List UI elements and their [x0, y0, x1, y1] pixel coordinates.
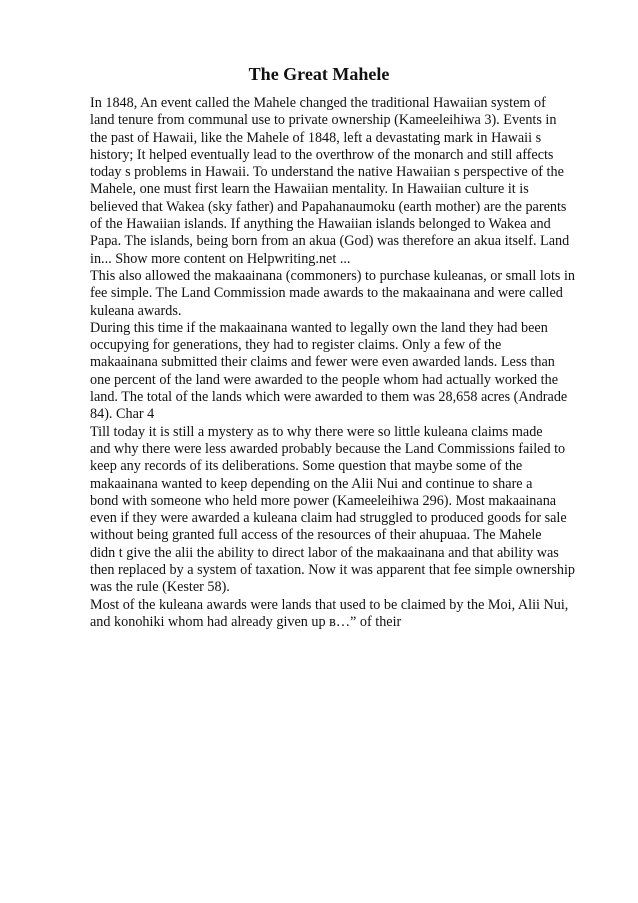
text-line: makaainana wanted to keep depending on the Alii Nui and continue to share a	[90, 475, 533, 492]
show-more-line[interactable]: in... Show more content on Helpwriting.net ...	[90, 250, 351, 267]
text-line: didn t give the alii the ability to direct labor of the makaainana and that ability was	[90, 544, 559, 561]
text-line: even if they were awarded a kuleana claim had struggled to produced goods for sale	[90, 510, 567, 527]
text-line: Mahele, one must first learn the Hawaiian mentality. In Hawaiian culture it is	[90, 181, 529, 198]
text-line: During this time if the makaainana wanted to legally own the land they had been	[90, 319, 548, 336]
text-line: land tenure from communal use to private ownership (Kameeleihiwa 3). Events in	[90, 112, 557, 129]
text-line: was the rule (Kester 58).	[90, 579, 230, 596]
document-body	[90, 95, 610, 631]
text-line: the past of Hawaii, like the Mahele of 1848, left a devastating mark in Hawaii s	[90, 129, 542, 146]
text-line: 84). Char 4	[90, 406, 155, 423]
text-line: Papa. The islands, being born from an akua (God) was therefore an akua itself. Land	[90, 233, 570, 250]
text-line: Till today it is still a mystery as to why there were so little kuleana claims made	[90, 423, 543, 440]
text-line: history; It helped eventually lead to the overthrow of the monarch and still affects	[90, 146, 554, 163]
text-line: keep any records of its deliberations. Some question that maybe some of the	[90, 458, 523, 475]
text-line: In 1848, An event called the Mahele changed the traditional Hawaiian system of	[90, 95, 546, 111]
text-line: and konohiki whom had already given up в…” of their	[90, 613, 402, 630]
text-line: bond with someone who held more power (Kameeleihiwa 296). Most makaainana	[90, 492, 557, 509]
text-line: one percent of the land were awarded to the people whom had actually worked the	[90, 371, 559, 388]
text-line: of the Hawaiian islands. If anything the Hawaiian islands belonged to Wakea and	[90, 216, 551, 233]
text-line: without being granted full access of the resources of their ahupuaa. The Mahele	[90, 527, 542, 544]
text-line: land. The total of the lands which were awarded to them was 28,658 acres (Andrade	[90, 389, 568, 406]
text-line: then replaced by a system of taxation. Now it was apparent that fee simple ownership	[90, 562, 575, 579]
text-line: makaainana submitted their claims and fewer were even awarded lands. Less than	[90, 354, 555, 371]
text-line: today s problems in Hawaii. To understand the native Hawaiian s perspective of the	[90, 164, 564, 181]
text-line: occupying for generations, they had to register claims. Only a few of the	[90, 337, 502, 354]
text-line: This also allowed the makaainana (commoners) to purchase kuleanas, or small lots in	[90, 267, 575, 284]
text-line: kuleana awards.	[90, 302, 182, 319]
text-line: Most of the kuleana awards were lands that used to be claimed by the Moi, Alii Nui,	[90, 596, 569, 613]
text-line: and why there were less awarded probably because the Land Commissions failed to	[90, 440, 566, 457]
text-line: believed that Wakea (sky father) and Papahanaumoku (earth mother) are the parents	[90, 198, 567, 215]
document-title: The Great Mahele	[248, 64, 390, 84]
text-line: fee simple. The Land Commission made awards to the makaainana and were called	[90, 285, 563, 302]
